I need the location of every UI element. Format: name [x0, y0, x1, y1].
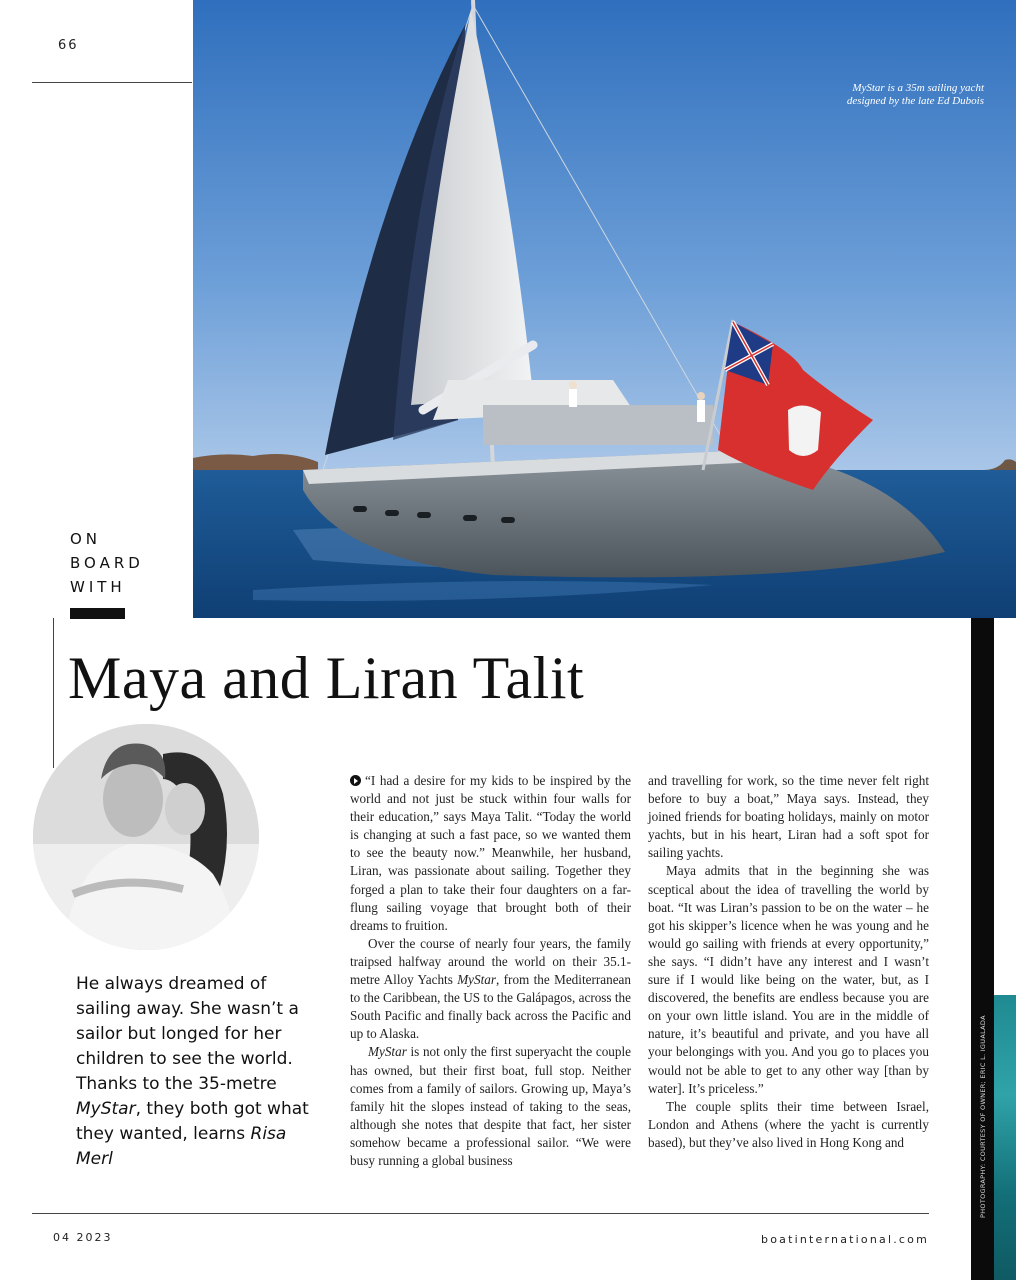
- paragraph-text: is not only the first superyacht the couple has owned, but their first boat, full stop. Neither comes from a family of sailors. Growing up, Maya’s family hit the slopes instead of taking to the seas, although she notes that despite that fact, her sister somehow became a professional sailor. “We were busy running a global business: [350, 1044, 631, 1168]
- page-number: 66: [58, 38, 79, 53]
- standfirst: [76, 972, 316, 1172]
- kicker-line: BOARD: [70, 554, 144, 572]
- bottom-rule: [32, 1213, 929, 1214]
- article-paragraph: [350, 935, 631, 1044]
- headline: Maya and Liran Talit: [68, 645, 585, 711]
- photo-caption: MyStar is a 35m sailing yacht designed by the late Ed Dubois: [846, 82, 984, 107]
- kicker-line: ON: [70, 530, 102, 548]
- standfirst-yacht-name: MyStar: [76, 1099, 136, 1119]
- standfirst-text: , they both got what they wanted, learns: [76, 1099, 309, 1144]
- play-bullet-icon: [350, 775, 361, 786]
- portrait-photo: [33, 724, 259, 950]
- article-paragraph: and travelling for work, so the time never felt right before to buy a boat,” Maya says. Instead, they joined friends for boating holidays, mainly on motor yachts, but in his heart, Liran had a soft spot for sailing yachts.: [648, 773, 929, 861]
- side-photo-strip: [994, 995, 1016, 1280]
- kicker-bar: [70, 608, 125, 619]
- top-rule: [32, 82, 192, 83]
- photo-credit: [976, 1204, 1016, 1218]
- left-rule: [53, 618, 54, 768]
- issue-date: 04 2023: [53, 1231, 113, 1244]
- section-kicker: [70, 527, 144, 599]
- article-paragraph: The couple splits their time between Israel, London and Athens (where the yacht is currently based), but they’ve also lived in Hong Kong and: [648, 1098, 929, 1150]
- website-url: boatinternational.com: [761, 1233, 929, 1246]
- article-column-2: [648, 772, 929, 1152]
- article-paragraph: [350, 1043, 631, 1170]
- standfirst-text: He always dreamed of sailing away. She wasn’t a sailor but longed for her children to see the world. Thanks to the 35-metre: [76, 974, 299, 1094]
- paragraph-text: Over the course of nearly four years, the family traipsed halfway around the world on their 35.1-metre Alloy Yachts: [350, 935, 631, 988]
- paragraph-text: , from the Mediterranean to the Caribbean, the US to the Galápagos, across the South Pacific and finally back across the Pacific and up to Alaska.: [350, 972, 631, 1042]
- standfirst-author: Risa Merl: [76, 1124, 287, 1169]
- yacht-name: MyStar: [457, 972, 497, 988]
- article-paragraph: [350, 772, 631, 935]
- paragraph-text: “I had a desire for my kids to be inspired by the world and not just be stuck within four walls for their education,” says Maya Talit. “Today the world is changing at such a fast pace, so we wanted them to see the beauty now.” Meanwhile, her husband, Liran, was passionate about sailing. Together they forged a plan to take their four daughters on a far-flung sailing voyage that brought both of their dreams to fruition.: [350, 773, 631, 933]
- article-column-1: [350, 772, 631, 1170]
- kicker-line: WITH: [70, 578, 126, 596]
- yacht-name: MyStar: [368, 1044, 407, 1060]
- article-paragraph: Maya admits that in the beginning she was sceptical about the idea of travelling the world by boat. “It was Liran’s passion to be on the water – he got his skipper’s licence when he was young and he would go sailing with friends at every opportunity,” she says. “I didn’t have any interest and I wasn’t sure if I would like being on the water, but, as I discovered, the benefits are endless because you are on your own little island. You are in the middle of nature, it’s beautiful and private, and you have all your belongings with you. And you go to places you would not be able to get to any other way [than by water]. It’s priceless.”: [648, 863, 929, 1096]
